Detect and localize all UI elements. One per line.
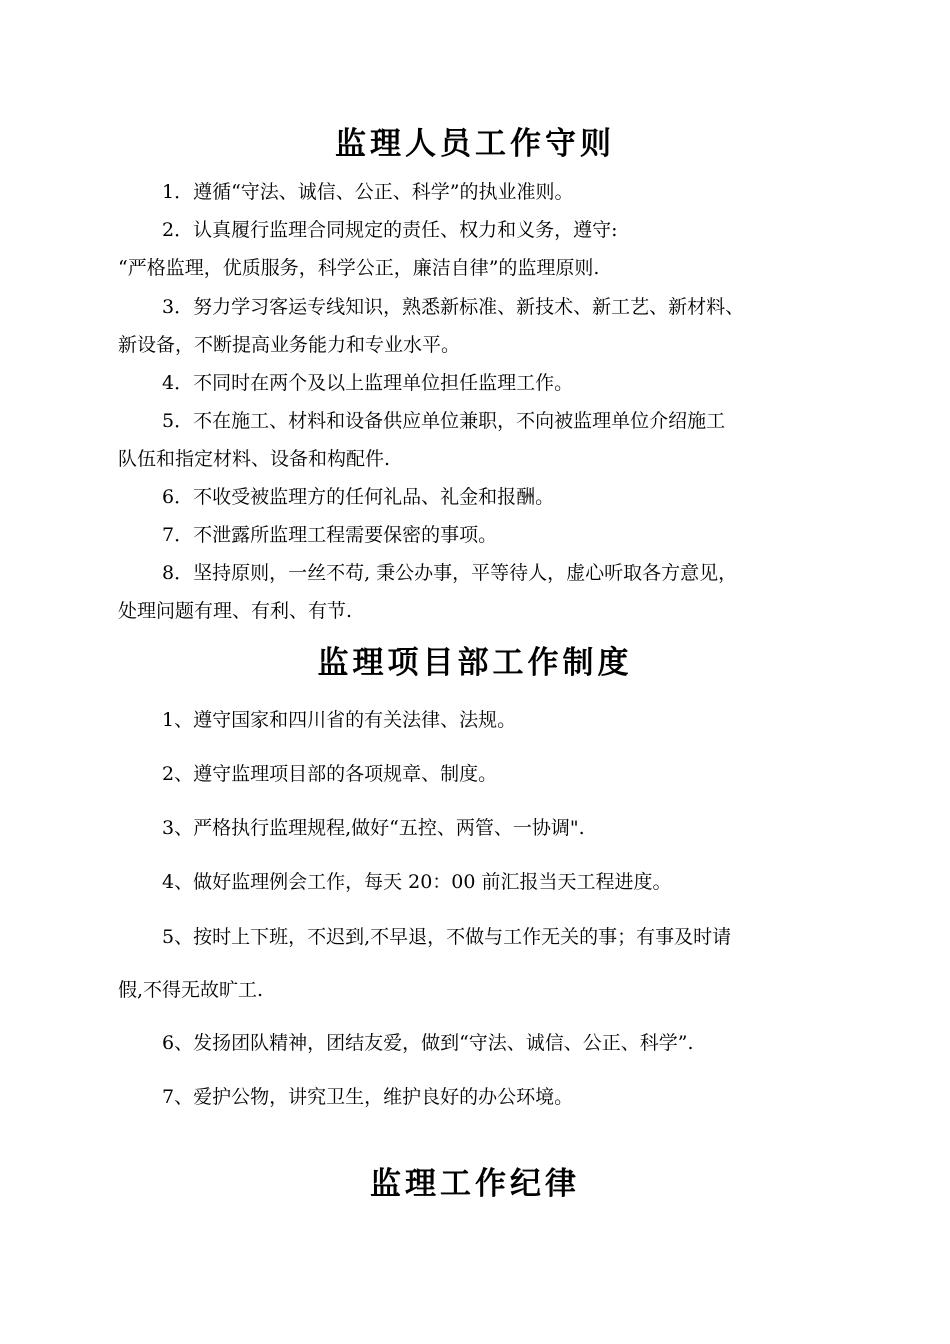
system-line: 2、遵守监理项目部的各项规章、制度。 (162, 763, 498, 785)
rule-line: 1．遵循“守法、诚信、公正、科学”的执业准则。 (162, 181, 574, 203)
section-title-work-discipline: 监理工作纪律 (370, 1166, 580, 1202)
rule-line: 处理问题有理、有利、有节. (118, 600, 353, 622)
rule-line: 3．努力学习客运专线知识，熟悉新标准、新技术、新工艺、新材料、 (162, 296, 745, 318)
rule-line: “严格监理，优质服务，科学公正，廉洁自律”的监理原则. (118, 257, 600, 279)
system-line: 1、遵守国家和四川省的有关法律、法规。 (162, 709, 517, 731)
rule-line: 8．坚持原则，一丝不苟, 秉公办事，平等待人，虚心听取各方意见， (162, 562, 738, 584)
system-line: 4、做好监理例会工作，每天 20：00 前汇报当天工程进度。 (162, 871, 672, 893)
rule-line: 2．认真履行监理合同规定的责任、权力和义务，遵守: (162, 219, 618, 241)
rule-line: 队伍和指定材料、设备和构配件. (118, 448, 391, 470)
rule-line: 5．不在施工、材料和设备供应单位兼职，不向被监理单位介绍施工 (162, 410, 726, 432)
system-line: 5、按时上下班，不迟到,不早退，不做与工作无关的事；有事及时请 (162, 926, 732, 948)
rule-line: 7．不泄露所监理工程需要保密的事项。 (162, 524, 498, 546)
system-line: 假,不得无故旷工. (118, 979, 264, 1001)
rule-line: 6．不收受被监理方的任何礼品、礼金和报酬。 (162, 486, 555, 508)
section-title-project-system: 监理项目部工作制度 (317, 645, 633, 681)
system-line: 6、发扬团队精神，团结友爱，做到“守法、诚信、公正、科学”. (162, 1032, 694, 1054)
system-line: 3、严格执行监理规程,做好“五控、两管、一协调". (162, 817, 585, 839)
rule-line: 4．不同时在两个及以上监理单位担任监理工作。 (162, 372, 574, 394)
section-title-staff-rules: 监理人员工作守则 (335, 126, 615, 162)
rule-line: 新设备，不断提高业务能力和专业水平。 (118, 334, 461, 356)
system-line: 7、爱护公物，讲究卫生，维护良好的办公环境。 (162, 1086, 574, 1108)
